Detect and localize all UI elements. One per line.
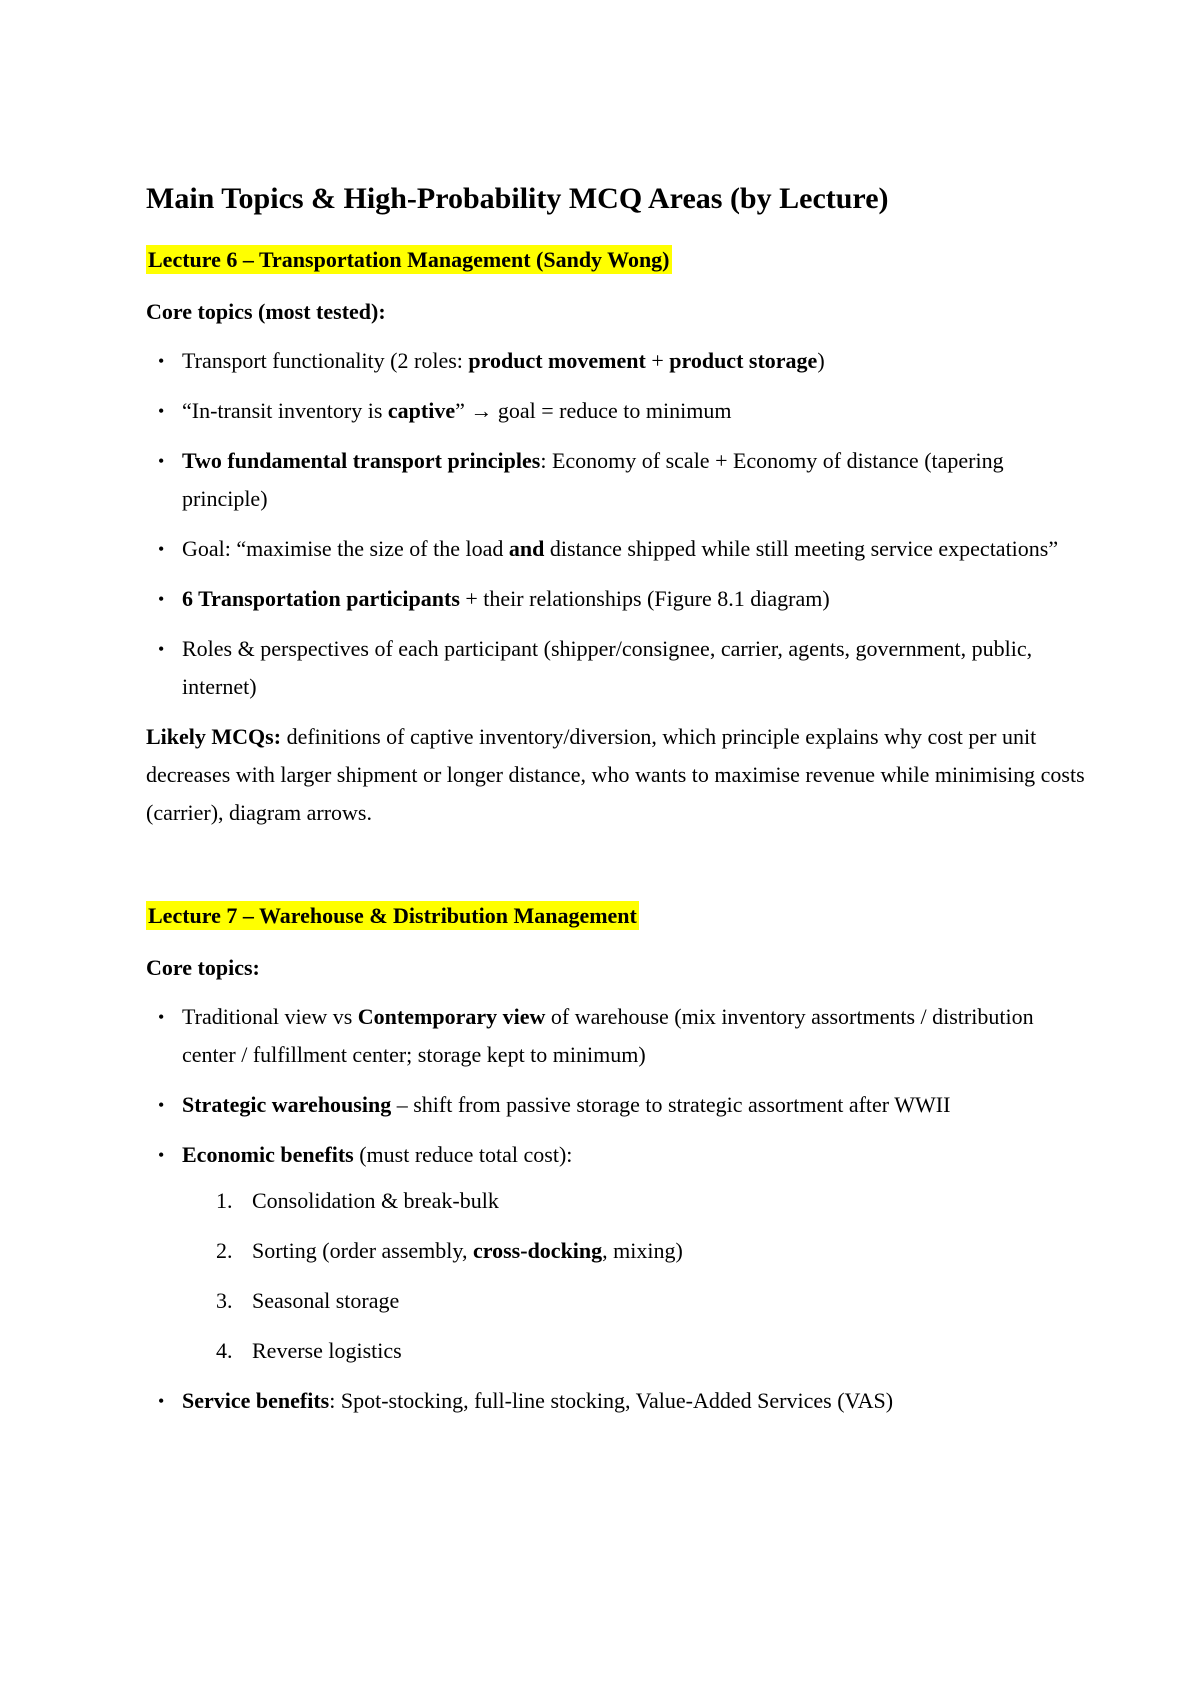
item-bold: and: [508, 536, 545, 561]
item-bold: 6 Transportation participants: [182, 586, 460, 611]
item-text: + their relationships (Figure 8.1 diagram): [459, 586, 830, 611]
list-item: [146, 630, 1086, 706]
bullet-icon: •: [158, 1007, 165, 1027]
item-text: ): [817, 348, 825, 373]
list-item: [146, 530, 1086, 568]
item-text: Goal: “maximise the size of the load: [182, 536, 509, 561]
economic-benefits-list: [182, 1182, 1086, 1370]
item-text: , mixing): [602, 1238, 683, 1263]
lecture-6-core-label: Core topics (most tested):: [146, 299, 386, 324]
item-bold: Economic benefits: [182, 1142, 354, 1167]
lecture-6-heading: [146, 240, 1086, 280]
list-item: [146, 342, 1086, 380]
item-bold: Contemporary view: [357, 1004, 546, 1029]
item-number: 3.: [216, 1288, 233, 1313]
numbered-item: [182, 1282, 1086, 1320]
item-text: distance shipped while still meeting service expectations”: [544, 536, 1059, 561]
lecture-7-heading: [146, 896, 1086, 936]
item-bold: Service benefits: [182, 1388, 330, 1413]
likely-mcqs-text: definitions of captive inventory/diversion, which principle explains why cost per unit decreases with larger shipment or longer distance, who wants to maximise revenue while minimising costs (carrier), diagram arrows.: [146, 724, 1085, 825]
lecture-6-bullet-list: [146, 342, 1086, 706]
item-bold: cross-docking: [472, 1238, 603, 1263]
bullet-icon: •: [158, 539, 165, 559]
lecture-7-core-label: Core topics:: [146, 955, 260, 980]
bullet-icon: •: [158, 351, 165, 371]
bullet-icon: •: [158, 401, 165, 421]
bullet-icon: •: [158, 451, 165, 471]
item-number: 2.: [216, 1238, 233, 1263]
item-text: Transport functionality (2 roles:: [182, 348, 469, 373]
numbered-item: [182, 1232, 1086, 1270]
item-text: Consolidation & break-bulk: [252, 1188, 499, 1213]
lecture-7-heading-highlight: Lecture 7 – Warehouse & Distribution Management: [148, 903, 637, 928]
item-text: ” → goal = reduce to minimum: [455, 398, 732, 423]
numbered-item: [182, 1182, 1086, 1220]
item-text: – shift from passive storage to strategic assortment after WWII: [391, 1092, 951, 1117]
item-text: : Spot-stocking, full-line stocking, Value-Added Services (VAS): [329, 1388, 894, 1413]
item-text: Traditional view vs: [182, 1004, 358, 1029]
list-item: [146, 392, 1086, 430]
likely-mcqs-label: Likely MCQs:: [146, 724, 282, 749]
item-text: Sorting (order assembly,: [252, 1238, 473, 1263]
bullet-icon: •: [158, 1391, 165, 1411]
item-bold: Two fundamental transport principles: [182, 448, 541, 473]
lecture-6-likely-mcqs: [146, 718, 1086, 832]
list-item: [146, 1136, 1086, 1370]
lecture-6-section: [146, 240, 1086, 832]
bullet-icon: •: [158, 1095, 165, 1115]
item-text: (must reduce total cost):: [353, 1142, 573, 1167]
list-item: [146, 1086, 1086, 1124]
document-body: [146, 176, 1086, 1432]
list-item: [146, 442, 1086, 518]
item-number: 1.: [216, 1188, 233, 1213]
list-item: [146, 580, 1086, 618]
lecture-7-bullet-list: [146, 998, 1086, 1420]
item-text: of warehouse (mix inventory assortments / distribution center / fulfillment center; storage kept to minimum): [182, 1004, 1034, 1067]
item-text: “In-transit inventory is: [182, 398, 388, 423]
list-item: [146, 998, 1086, 1074]
item-bold: product movement: [468, 348, 646, 373]
bullet-icon: •: [158, 639, 165, 659]
numbered-item: [182, 1332, 1086, 1370]
bullet-icon: •: [158, 589, 165, 609]
section-spacer: [146, 832, 1086, 896]
bullet-icon: •: [158, 1145, 165, 1165]
item-text: Roles & perspectives of each participant (shipper/consignee, carrier, agents, government, public, internet): [182, 636, 1033, 699]
item-number: 4.: [216, 1338, 233, 1363]
page-title: Main Topics & High-Probability MCQ Areas (by Lecture): [146, 182, 889, 215]
item-text: : Economy of scale + Economy of distance (tapering principle): [182, 448, 1004, 511]
item-text: Seasonal storage: [252, 1288, 400, 1313]
item-text: Reverse logistics: [252, 1338, 402, 1363]
lecture-6-heading-highlight: Lecture 6 – Transportation Management (Sandy Wong): [148, 247, 670, 272]
list-item: [146, 1382, 1086, 1420]
lecture-7-section: [146, 896, 1086, 1420]
item-text: +: [645, 348, 670, 373]
item-bold: captive: [387, 398, 456, 423]
item-bold: product storage: [669, 348, 818, 373]
item-bold: Strategic warehousing: [182, 1092, 392, 1117]
